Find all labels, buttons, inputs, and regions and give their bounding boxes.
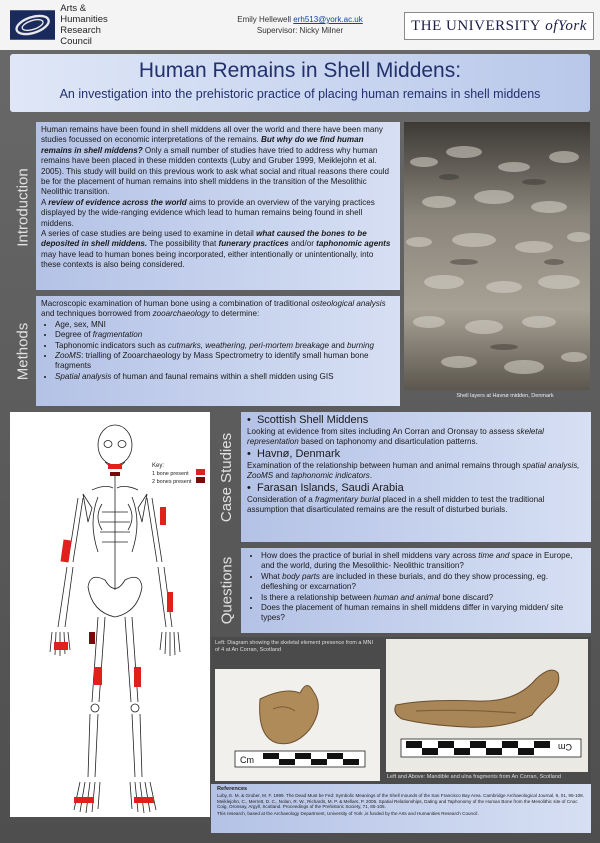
list-item: • Is there a relationship between human and animal bone discard? (261, 593, 585, 603)
list-item: • How does the practice of burial in shell middens vary across time and space in Europe, and the world, during the Mesolithic- Neolithic transition? (261, 551, 585, 572)
list-item: • What body parts are included in these burials, and do they show processing, eg. defleshing or excarnation? (261, 572, 585, 593)
case-study-2-heading: • Havnø, Denmark (247, 447, 341, 460)
york-wordmark-prefix: THE UNIVERSITY (411, 17, 541, 34)
ulna-fragment-photo (386, 639, 588, 772)
york-wordmark-name: York (557, 17, 587, 34)
methods-lead: Macroscopic examination of human bone using a combination of traditional osteological analysis and techniques borrowed from zooarchaeology to determine: (41, 299, 386, 319)
poster-title: Human Remains in Shell Middens: (138, 59, 462, 82)
questions-list (247, 551, 585, 624)
shell-layers-photo (404, 122, 590, 390)
list-item: • Degree of fragmentation (55, 330, 395, 340)
ahrc-name-line1: Arts & Humanities (60, 3, 108, 25)
case-study-1-text: Looking at evidence from sites including An Corran and Oronsay to assess skeletal representation based on taphonomy and disarticulation patterns. (247, 427, 544, 447)
list-item: • Does the placement of human remains in shell middens differ in varying midden/ site types? (261, 603, 585, 624)
scale-label-rotated: Cm (558, 742, 572, 752)
questions-section (241, 548, 591, 633)
ahrc-name-line2: Research Council (60, 25, 101, 47)
supervisor: Supervisor: Nicky Milner (256, 26, 344, 35)
bone-photos-caption: Left and Above: Mandible and ulna fragments from An Corran, Scotland (387, 774, 561, 780)
reference-2: Meiklejohn, C., Merrett, D. C., Nolan, R. W., Richards, M. P. & Mellars, P. 2005. Spatial Relationships, Dating and Taphonomy of the Human Bone from the Mesolithic site of Cnoc Coig, Oronsay, Argyll, Scotland. Proceedings of the Prehistoric Society, 71, 85-105. (217, 798, 578, 810)
case-study-3-text: Consideration of a fragmentary burial placed in a shell midden to test the traditional assumption that disarticulated remains are the result of disturbed burials. (247, 494, 545, 515)
case-study-3-heading: • Farasan Islands, Saudi Arabia (247, 481, 404, 494)
list-item: • Taphonomic indicators such as cutmarks, weathering, peri-mortem breakage and burning (55, 341, 395, 351)
introduction-section (36, 122, 400, 290)
author-email-link[interactable]: erh513@york.ac.uk (293, 15, 363, 24)
key-one-label: 1 bone present (152, 471, 189, 477)
skeleton-diagram-panel (10, 412, 210, 817)
case-studies-section (241, 412, 591, 542)
references-title: References (217, 786, 248, 792)
intro-paragraph-2: A review of evidence across the world aims to provide an overview of the varying practices displayed by the wide-ranging evidence which lead to human remains being found in shell middens. (41, 197, 375, 228)
skeleton-diagram (10, 412, 210, 817)
case-study-1-heading: • Scottish Shell Middens (247, 414, 369, 426)
scale-label: Cm (240, 755, 254, 765)
methods-section (36, 296, 400, 406)
list-item: • Age, sex, MNI (55, 320, 395, 330)
reference-1: Luby, E. M. & Gruber, M. F. 1999. The Dead Must be Fed: Symbolic Meanings of the Shell mounds of the San Francisco Bay Area. Cambridge Archaeological Journal, 9, 01, 95-108. (217, 792, 585, 798)
author-block (190, 14, 410, 36)
author-name: Emily Hellewell (237, 15, 292, 24)
poster-subtitle: An investigation into the prehistoric practice of placing human remains in shell middens (59, 87, 541, 101)
photo-caption: Shell layers at Havnø midden, Denmark (456, 393, 554, 399)
scale-bar-2 (401, 739, 581, 757)
case-study-2-text: Examination of the relationship between human and animal remains through spatial analysis, ZooMS and taphonomic indicators. (247, 460, 580, 481)
key-two-label: 2 bones present (152, 479, 192, 485)
intro-paragraph-3: A series of case studies are being used to examine in detail what caused the bones to be deposited in shell middens. The possibility that funerary practices and/or taphonomic agents may have lead to human bones being incorporated, either intentionally or unintentionally, into these contexts is also being considered. (41, 229, 391, 270)
methods-list (41, 320, 395, 382)
funding-statement: This research, based at the Archaeology Department, University of York ,is funded by the Arts and Humanities Research Council. (217, 811, 479, 817)
ahrc-swoosh-icon (10, 10, 55, 40)
header-bar (0, 0, 600, 50)
university-of-york-logo (404, 12, 594, 40)
ahrc-logo (10, 3, 135, 47)
questions-heading: Questions (218, 556, 236, 625)
york-wordmark-of: of (545, 17, 558, 34)
list-item: • Spatial analysis of human and faunal remains within a shell midden using GIS (55, 372, 395, 382)
key-one-swatch (196, 469, 205, 475)
references-section (211, 784, 591, 833)
skeleton-diagram-caption: Left: Diagram showing the skeletal element presence from a MNI of 4 at An Corran, Scotland (215, 640, 374, 653)
diagram-key (152, 463, 205, 485)
shell-midden-image (404, 122, 590, 390)
bone-present-markers (54, 464, 173, 803)
bone-fragments-photos (211, 637, 591, 784)
introduction-heading: Introduction (14, 167, 32, 247)
methods-heading: Methods (14, 322, 32, 380)
key-title: Key: (152, 463, 165, 469)
case-studies-heading: Case Studies (218, 432, 236, 522)
mandible-fragment-photo (215, 669, 380, 781)
intro-paragraph-1: Human remains have been found in shell middens all over the world and there have been many studies focussed on economic interpretations of the remains. But why do we find human remains in shell middens? Only a small number of studies have tried to address why human remains have been placed in these midden contexts (Luby and Gruber 1999, Meiklejohn et al. 2005). This study will build on this previous work to ask what social and ritual reasons there could be for the placement of human remains into shell middens in the transition of the Mesolithic Neolithic transition. (41, 125, 390, 197)
key-two-swatch (196, 477, 205, 483)
list-item: • ZooMS: trialling of Zooarchaeology by Mass Spectrometry to identify small human bone fragments (55, 351, 395, 372)
scale-bar (235, 751, 365, 767)
title-banner (10, 54, 590, 112)
